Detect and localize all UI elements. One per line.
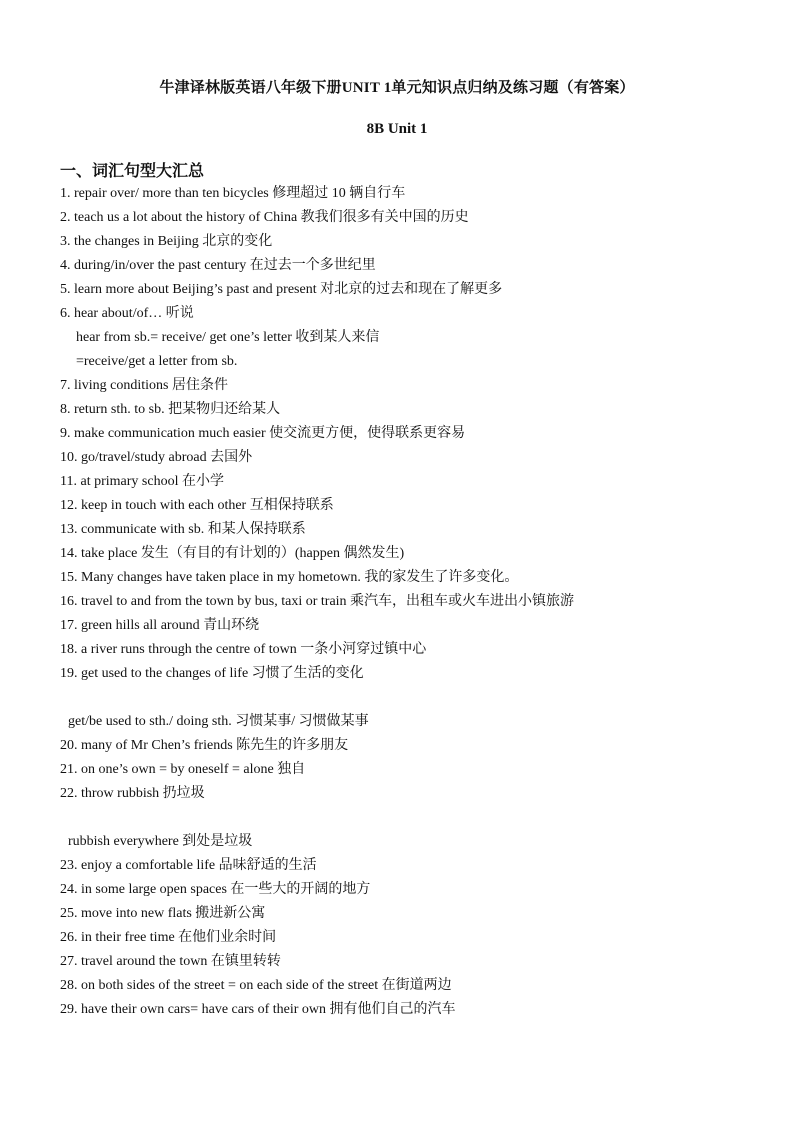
document-title: 牛津译林版英语八年级下册UNIT 1单元知识点归纳及练习题（有答案） (159, 80, 635, 96)
vocabulary-line: =receive/get a letter from sb. (76, 354, 238, 369)
vocabulary-line: get/be used to sth./ doing sth. 习惯某事/ 习惯做某事 (68, 714, 369, 729)
vocabulary-line: 2. teach us a lot about the history of China 教我们很多有关中国的历史 (60, 210, 469, 225)
vocabulary-line: 13. communicate with sb. 和某人保持联系 (60, 522, 306, 537)
vocabulary-line: 18. a river runs through the centre of town 一条小河穿过镇中心 (60, 642, 427, 657)
vocabulary-line: 15. Many changes have taken place in my hometown. 我的家发生了许多变化。 (60, 570, 519, 585)
blank-line (60, 686, 760, 710)
vocabulary-line: 16. travel to and from the town by bus, taxi or train 乘汽车，出租车或火车进出小镇旅游 (60, 594, 575, 609)
vocabulary-line: 17. green hills all around 青山环绕 (60, 618, 260, 633)
vocabulary-line: 24. in some large open spaces 在一些大的开阔的地方 (60, 882, 371, 897)
vocabulary-line: rubbish everywhere 到处是垃圾 (68, 834, 253, 849)
vocabulary-line: 29. have their own cars= have cars of their own 拥有他们自己的汽车 (60, 1002, 456, 1017)
vocabulary-line: 3. the changes in Beijing 北京的变化 (60, 234, 273, 249)
vocabulary-line: 7. living conditions 居住条件 (60, 378, 228, 393)
section-heading: 一、词汇句型大汇总 (60, 163, 205, 180)
vocabulary-line: 28. on both sides of the street = on each side of the street 在街道两边 (60, 978, 452, 993)
vocabulary-line: 6. hear about/of… 听说 (60, 306, 194, 321)
vocabulary-line: 21. on one’s own = by oneself = alone 独自 (60, 762, 306, 777)
unit-subtitle: 8B Unit 1 (366, 121, 428, 137)
vocabulary-line: 27. travel around the town 在镇里转转 (60, 954, 281, 969)
vocabulary-line: 1. repair over/ more than ten bicycles 修理超过 10 辆自行车 (60, 186, 406, 201)
vocabulary-line: 22. throw rubbish 扔垃圾 (60, 786, 205, 801)
vocabulary-line: 12. keep in touch with each other 互相保持联系 (60, 498, 334, 513)
vocabulary-line: 9. make communication much easier 使交流更方便，使得联系更容易 (60, 426, 466, 441)
vocabulary-line: 8. return sth. to sb. 把某物归还给某人 (60, 402, 281, 417)
vocabulary-line: hear from sb.= receive/ get one’s letter 收到某人来信 (76, 330, 380, 345)
vocabulary-line: 20. many of Mr Chen’s friends 陈先生的许多朋友 (60, 738, 349, 753)
vocabulary-line: 19. get used to the changes of life 习惯了生活的变化 (60, 666, 364, 681)
vocabulary-line: 5. learn more about Beijing’s past and present 对北京的过去和现在了解更多 (60, 282, 503, 297)
vocabulary-line: 11. at primary school 在小学 (60, 474, 224, 489)
vocabulary-line: 14. take place 发生（有目的有计划的）(happen 偶然发生) (60, 546, 405, 561)
vocabulary-list (60, 182, 760, 1022)
vocabulary-line: 26. in their free time 在他们业余时间 (60, 930, 277, 945)
vocabulary-line: 23. enjoy a comfortable life 品味舒适的生活 (60, 858, 317, 873)
blank-line (60, 806, 760, 830)
vocabulary-line: 10. go/travel/study abroad 去国外 (60, 450, 253, 465)
vocabulary-line: 25. move into new flats 搬进新公寓 (60, 906, 266, 921)
vocabulary-line: 4. during/in/over the past century 在过去一个多世纪里 (60, 258, 376, 273)
